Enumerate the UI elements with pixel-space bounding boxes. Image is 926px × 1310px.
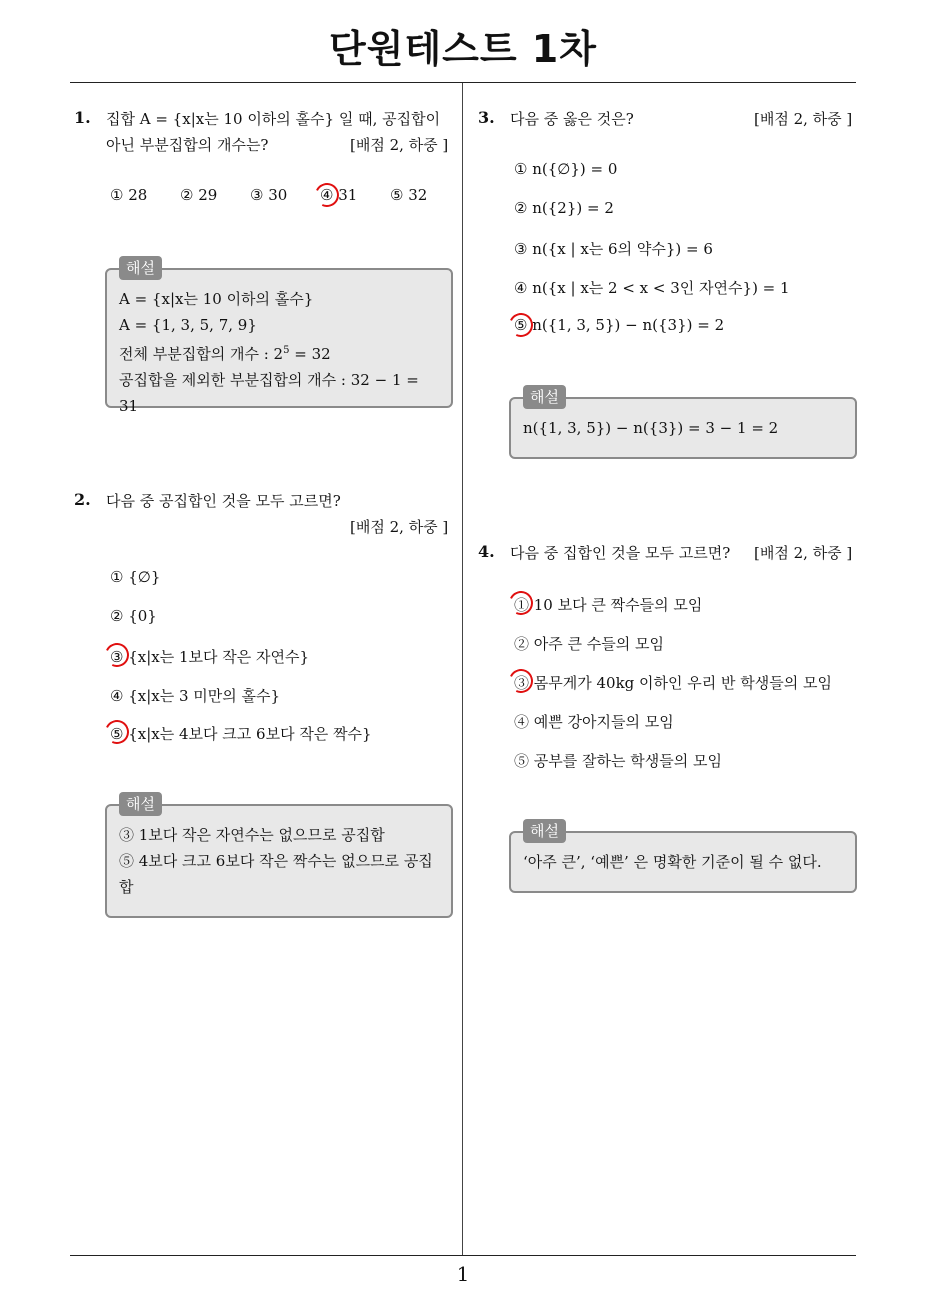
option-2[interactable]: ② 아주 큰 수들의 모임 <box>514 635 664 653</box>
solution-tag: 해설 <box>523 385 566 409</box>
solution-line: ③ 1보다 작은 자연수는 없으므로 공집합 <box>119 826 385 844</box>
solution-box <box>105 795 453 918</box>
option-2[interactable]: ② n({2}) = 2 <box>514 199 614 217</box>
solution-line: A = {x|x는 10 이하의 홀수} <box>119 290 314 308</box>
solution-line: ‘아주 큰’, ‘예쁜’ 은 명확한 기준이 될 수 없다. <box>523 853 822 871</box>
question-text: 다음 중 공집합인 것을 모두 고르면? <box>106 492 341 510</box>
solution-tag: 해설 <box>119 256 162 280</box>
solution-tag: 해설 <box>523 819 566 843</box>
option-4[interactable]: ④ {x|x는 3 미만의 홀수} <box>110 687 281 705</box>
question-number: 4. <box>478 542 495 561</box>
solution-line: 공집합을 제외한 부분집합의 개수 : 32 − 1 = 31 <box>119 371 419 415</box>
question-text: 다음 중 집합인 것을 모두 고르면? <box>510 544 731 562</box>
option-4[interactable]: ④ 예쁜 강아지들의 모임 <box>514 713 674 731</box>
solution-box <box>105 259 453 415</box>
points-label: [배점 2, 하중 ] <box>754 544 853 562</box>
answer-mark-icon <box>312 180 343 211</box>
question-number: 3. <box>478 108 495 127</box>
option-1[interactable]: ① 28 <box>110 186 148 204</box>
solution-line: ⑤ 4보다 크고 6보다 작은 짝수는 없으므로 공집 <box>119 852 433 870</box>
footer-rule <box>70 1255 856 1256</box>
solution-line: A = {1, 3, 5, 7, 9} <box>119 316 257 334</box>
question-text: 다음 중 옳은 것은? <box>510 110 634 128</box>
points-label: [배점 2, 하중 ] <box>350 136 449 154</box>
header-rule <box>70 82 856 83</box>
points-label: [배점 2, 하중 ] <box>350 518 449 536</box>
option-2[interactable]: ② 29 <box>180 186 218 204</box>
page-title: 단원테스트 1차 <box>329 27 597 71</box>
option-4[interactable]: ④ n({x | x는 2 < x < 3인 자연수}) = 1 <box>514 279 790 297</box>
question-number: 1. <box>74 108 91 127</box>
page-number: 1 <box>456 1262 470 1286</box>
points-label: [배점 2, 하중 ] <box>754 110 853 128</box>
question-number: 2. <box>74 490 91 509</box>
option-4[interactable]: ④ 31 <box>320 186 358 204</box>
option-3[interactable]: ③ n({x | x는 6의 약수}) = 6 <box>514 240 713 258</box>
option-3[interactable]: ③ 30 <box>250 186 288 204</box>
answer-mark-icon <box>506 310 537 341</box>
solution-tag: 해설 <box>119 792 162 816</box>
solution-line: n({1, 3, 5}) − n({3}) = 3 − 1 = 2 <box>523 419 779 437</box>
option-1[interactable]: ① n({∅}) = 0 <box>514 160 618 178</box>
solution-box <box>509 388 857 459</box>
question-text: 아닌 부분집합의 개수는? <box>106 136 269 154</box>
option-5[interactable]: ⑤ n({1, 3, 5}) − n({3}) = 2 <box>514 316 725 334</box>
solution-box <box>509 822 857 893</box>
solution-line: 합 <box>119 878 134 896</box>
option-5[interactable]: ⑤ {x|x는 4보다 크고 6보다 작은 짝수} <box>110 725 372 743</box>
solution-line: 전체 부분집합의 개수 : $2^5 = 32$ <box>119 345 331 363</box>
option-2[interactable]: ② {0} <box>110 607 157 625</box>
option-1[interactable]: ① {∅} <box>110 568 161 586</box>
option-5[interactable]: ⑤ 32 <box>390 186 428 204</box>
option-3[interactable]: ③ 몸무게가 40kg 이하인 우리 반 학생들의 모임 <box>514 674 832 692</box>
option-5[interactable]: ⑤ 공부를 잘하는 학생들의 모임 <box>514 752 722 770</box>
option-3[interactable]: ③ {x|x는 1보다 작은 자연수} <box>110 648 310 666</box>
column-divider <box>462 83 463 1255</box>
question-text: 집합 A = {x|x는 10 이하의 홀수} 일 때, 공집합이 <box>106 110 441 128</box>
option-1[interactable]: ① 10 보다 큰 짝수들의 모임 <box>514 596 703 614</box>
